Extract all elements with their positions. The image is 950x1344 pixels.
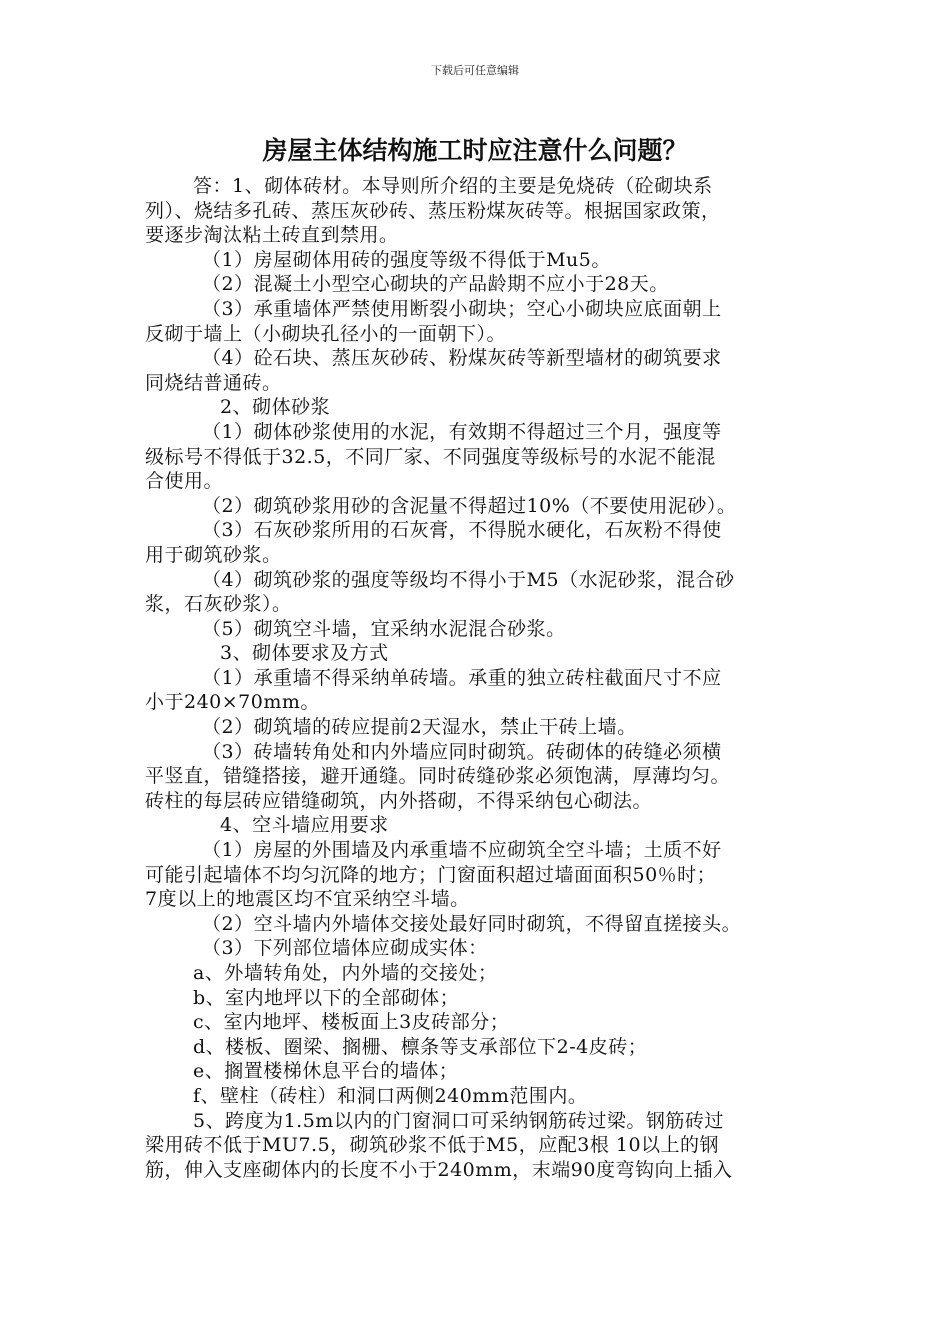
text-line: （3）砖墙转角处和内外墙应同时砌筑。砖砌体的砖缝必须横 <box>202 740 722 763</box>
text-line: 可能引起墙体不均匀沉降的地方；门窗面积超过墙面面积50％时； <box>145 863 717 886</box>
text-line: 平竖直，错缝搭接，避开通缝。同时砖缝砂浆必须饱满，厚薄均匀。 <box>145 765 731 788</box>
text-line: b、室内地坪以下的全部砌体； <box>193 986 460 1009</box>
text-line: （3）下列部位墙体应砌成实体： <box>202 937 488 960</box>
text-line: 级标号不得低于32.5，不同厂家、不同强度等级标号的水泥不能混 <box>145 445 716 468</box>
text-line: 小于240×70mm。 <box>145 691 320 714</box>
text-line: （5）砌筑空斗墙，宜采纳水泥混合砂浆。 <box>202 617 566 640</box>
text-line: c、室内地坪、楼板面上3皮砖部分； <box>193 1011 510 1034</box>
text-line: 4、空斗墙应用要求 <box>220 814 389 837</box>
text-line: （1）房屋的外围墙及内承重墙不应砌筑全空斗墙；土质不好 <box>202 839 722 862</box>
text-line: 7度以上的地震区均不宜采纳空斗墙。 <box>145 888 470 911</box>
text-line: （3）石灰砂浆所用的石灰膏，不得脱水硬化，石灰粉不得使 <box>202 519 722 542</box>
text-line: 用于砌筑砂浆。 <box>145 543 282 566</box>
text-line: （2）砌筑墙的砖应提前2天湿水，禁止干砖上墙。 <box>202 716 637 739</box>
text-line: （4）砌筑砂浆的强度等级均不得小于M5（水泥砂浆，混合砂 <box>202 568 735 591</box>
text-line: （1）承重墙不得采纳单砖墙。承重的独立砖柱截面尺寸不应 <box>202 666 722 689</box>
text-line: a、外墙转角处，内外墙的交接处； <box>193 962 498 984</box>
text-line: 梁用砖不低于MU7.5，砌筑砂浆不低于M5，应配3根 10以上的钢 <box>145 1134 720 1157</box>
text-line: 浆，石灰砂浆）。 <box>145 593 292 616</box>
text-line: 3、砌体要求及方式 <box>220 642 389 665</box>
text-line: f、壁柱（砖柱）和洞口两侧240mm范围内。 <box>193 1084 588 1107</box>
text-line: 反砌于墙上（小砌块孔径小的一面朝下）。 <box>145 322 507 345</box>
text-line: 要逐步淘汰粘土砖直到禁用。 <box>145 224 399 247</box>
text-line: 同烧结普通砖。 <box>145 371 282 394</box>
text-line: （2）砌筑砂浆用砂的含泥量不得超过10%（不要使用泥砂）。 <box>202 494 737 517</box>
text-line: （2）空斗墙内外墙体交接处最好同时砌筑，不得留直搓接头。 <box>202 912 742 935</box>
text-line: （1）房屋砌体用砖的强度等级不得低于Mu5。 <box>202 248 611 271</box>
text-line: 答：1、砌体砖材。本导则所介绍的主要是免烧砖（砼砌块系 <box>193 175 713 197</box>
text-line: 合使用。 <box>145 470 224 493</box>
document-body <box>145 174 810 1182</box>
text-line: 列）、烧结多孔砖、蒸压灰砂砖、蒸压粉煤灰砖等。根据国家政策， <box>145 199 721 222</box>
document-title: 房屋主体结构施工时应注意什么问题？ <box>262 136 688 165</box>
text-line: e、搁置楼梯休息平台的墙体； <box>193 1060 459 1083</box>
text-line: 砖柱的每层砖应错缝砌筑，内外搭砌，不得采纳包心砌法。 <box>145 789 653 812</box>
text-line: （4）砼石块、蒸压灰砂砖、粉煤灰砖等新型墙材的砌筑要求 <box>202 347 722 370</box>
text-line: 筋，伸入支座砌体内的长度不小于240mm，末端90度弯钩向上插入 <box>145 1158 733 1181</box>
text-line: （1）砌体砂浆使用的水泥，有效期不得超过三个月，强度等 <box>202 420 722 443</box>
text-line: （2）混凝土小型空心砌块的产品龄期不应小于28天。 <box>202 273 669 296</box>
text-line: 5、跨度为1.5m以内的门窗洞口可采纳钢筋砖过梁。钢筋砖过 <box>193 1109 724 1132</box>
text-line: （3）承重墙体严禁使用断裂小砌块；空心小砌块应底面朝上 <box>202 297 722 320</box>
text-line: 2、砌体砂浆 <box>220 396 331 419</box>
text-line: d、楼板、圈梁、搁栅、檩条等支承部位下2-4皮砖； <box>193 1035 648 1058</box>
page-header: 下载后可任意编辑 <box>431 64 519 77</box>
